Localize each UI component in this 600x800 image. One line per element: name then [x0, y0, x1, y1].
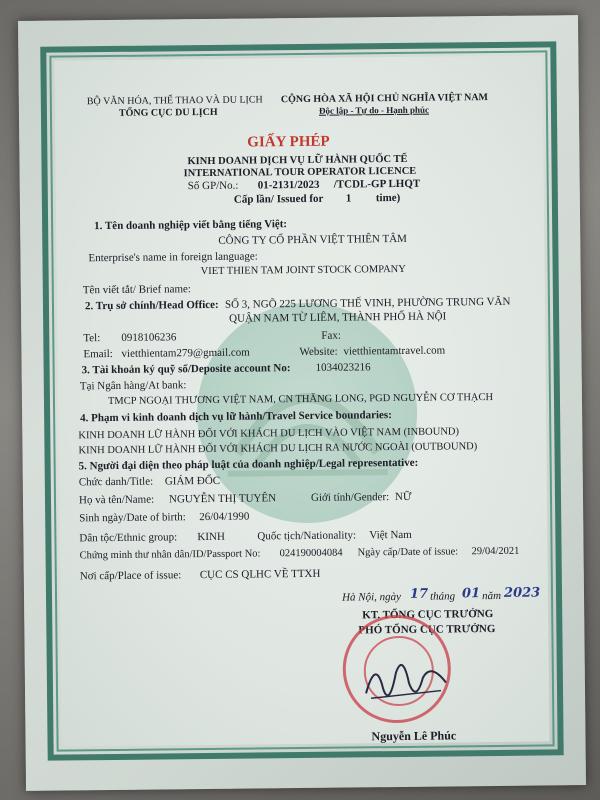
- document-title: GIẤY PHÉP: [247, 133, 330, 151]
- website-label: Website:: [299, 345, 338, 359]
- licence-number-label: Số GP/No.:: [187, 179, 239, 193]
- sign-year-label: năm: [481, 589, 502, 603]
- ethnic-value: KINH: [197, 530, 225, 544]
- country-motto: Độc lập - Tự do - Hạnh phúc: [318, 104, 430, 116]
- issue-count-label: Cấp lần/ Issued for: [233, 192, 324, 206]
- service-scope-label: 4. Phạm vi kinh doanh dịch vụ lữ hành/Travel Service boundaries:: [80, 409, 392, 425]
- ethnic-label: Dân tộc/Ethnic group:: [79, 531, 178, 545]
- head-office-line2: QUẬN NAM TỪ LIÊM, THÀNH PHỐ HÀ NỘI: [229, 310, 447, 325]
- signatory-title-1: KT. TỔNG CỤC TRƯỞNG: [362, 608, 494, 622]
- country-name: CỘNG HÒA XÃ HỘI CHỦ NGHĨA VIỆT NAM: [280, 92, 489, 106]
- head-office-label: 2. Trụ sở chính/Head Office:: [84, 298, 219, 313]
- signer-name: Nguyễn Lê Phúc: [371, 728, 457, 744]
- ministry-name: BỘ VĂN HÓA, THỂ THAO VÀ DU LỊCH: [86, 94, 263, 108]
- bank-value: TMCP NGOẠI THƯƠNG VIỆT NAM, CN THĂNG LONG, PGD NGUYỄN CƠ THẠCH: [107, 391, 494, 408]
- id-label: Chứng minh thư nhân dân/ID/Passport No:: [79, 548, 261, 562]
- signatory-title-2: PHÓ TỔNG CỤC TRƯỞNG: [358, 622, 496, 637]
- deposit-account-label: 3. Tài khoản ký quỹ số/Deposite account No:: [81, 362, 291, 377]
- head-office-line1: SỐ 3, NGÕ 225 LƯƠNG THẾ VINH, PHƯỜNG TRUNG VĂN: [224, 295, 511, 311]
- sign-year: 2023: [503, 585, 541, 601]
- email-value: vietthientam279@gmail.com: [121, 346, 250, 360]
- tel-label: Tel:: [83, 332, 101, 345]
- email-label: Email:: [83, 347, 113, 361]
- website-value: vietthientamtravel.com: [343, 344, 446, 358]
- id-value: 024190004084: [279, 547, 343, 560]
- legal-rep-label: 5. Người đại diện theo pháp luật của doanh nghiệp/Legal representative:: [78, 456, 419, 473]
- company-name-vn: CÔNG TY CỔ PHẦN VIỆT THIÊN TÂM: [218, 232, 407, 247]
- place-of-issue-label: Nơi cấp/Place of issue:: [79, 569, 182, 583]
- sign-day: 17: [409, 586, 429, 602]
- gender-value: NỮ: [394, 490, 412, 504]
- dob-value: 26/04/1990: [199, 510, 250, 524]
- foreign-name-label: Enterprise's name in foreign language:: [88, 250, 258, 265]
- title-vietnamese: KINH DOANH DỊCH VỤ LỮ HÀNH QUỐC TẾ: [187, 153, 408, 168]
- brief-name-label: Tên viết tắt/ Brief name:: [82, 283, 192, 297]
- service-scope-outbound: KINH DOANH LỮ HÀNH ĐỐI VỚI KHÁCH DU LỊCH RA NƯỚC NGOÀI (OUTBOUND): [78, 441, 478, 457]
- issue-date-label: Ngày cấp/Date of issue:: [357, 546, 459, 559]
- licence-number: 01-2131/2023: [257, 178, 320, 192]
- fax-label: Fax:: [321, 329, 341, 342]
- position-value: GIÁM ĐỐC: [164, 474, 221, 488]
- title-english: INTERNATIONAL TOUR OPERATOR LICENCE: [183, 165, 417, 180]
- sign-month-label: tháng: [429, 590, 456, 603]
- foreign-name-value: VIET THIEN TAM JOINT STOCK COMPANY: [200, 263, 406, 278]
- sign-place: Hà Nội, ngày: [341, 590, 402, 604]
- sign-month: 01: [461, 586, 481, 602]
- place-of-issue-value: CỤC CS QLHC VỀ TTXH: [199, 567, 321, 582]
- issue-count: 1: [345, 192, 352, 205]
- gender-label: Giới tính/Gender:: [310, 491, 390, 504]
- licence-paper: [18, 15, 586, 791]
- tel-value: 0918106236: [121, 331, 177, 344]
- bank-label: Tại Ngân hàng/At bank:: [79, 379, 187, 393]
- company-name-label: 1. Tên doanh nghiệp viết bằng tiếng Việt:: [94, 218, 288, 233]
- deposit-account-value: 1034023216: [315, 361, 371, 374]
- rep-name-value: NGUYỄN THỊ TUYÊN: [168, 492, 277, 506]
- service-scope-inbound: KINH DOANH LỮ HÀNH ĐỐI VỚI KHÁCH DU LỊCH VÀO VIỆT NAM (INBOUND): [78, 426, 460, 442]
- licence-number-suffix: /TCDL-GP LHQT: [333, 177, 421, 191]
- dob-label: Sinh ngày/Date of birth:: [79, 511, 186, 525]
- nationality-value: Việt Nam: [369, 528, 412, 542]
- issue-count-suffix: time): [375, 191, 401, 205]
- rep-name-label: Họ và tên/Name:: [78, 493, 155, 507]
- agency-name: TỔNG CỤC DU LỊCH: [118, 106, 218, 119]
- issue-date-value: 29/04/2021: [471, 545, 520, 558]
- handwritten-signature: [361, 652, 452, 713]
- position-label: Chức danh/Title:: [78, 475, 154, 489]
- nationality-label: Quốc tịch/Nationality:: [257, 529, 357, 543]
